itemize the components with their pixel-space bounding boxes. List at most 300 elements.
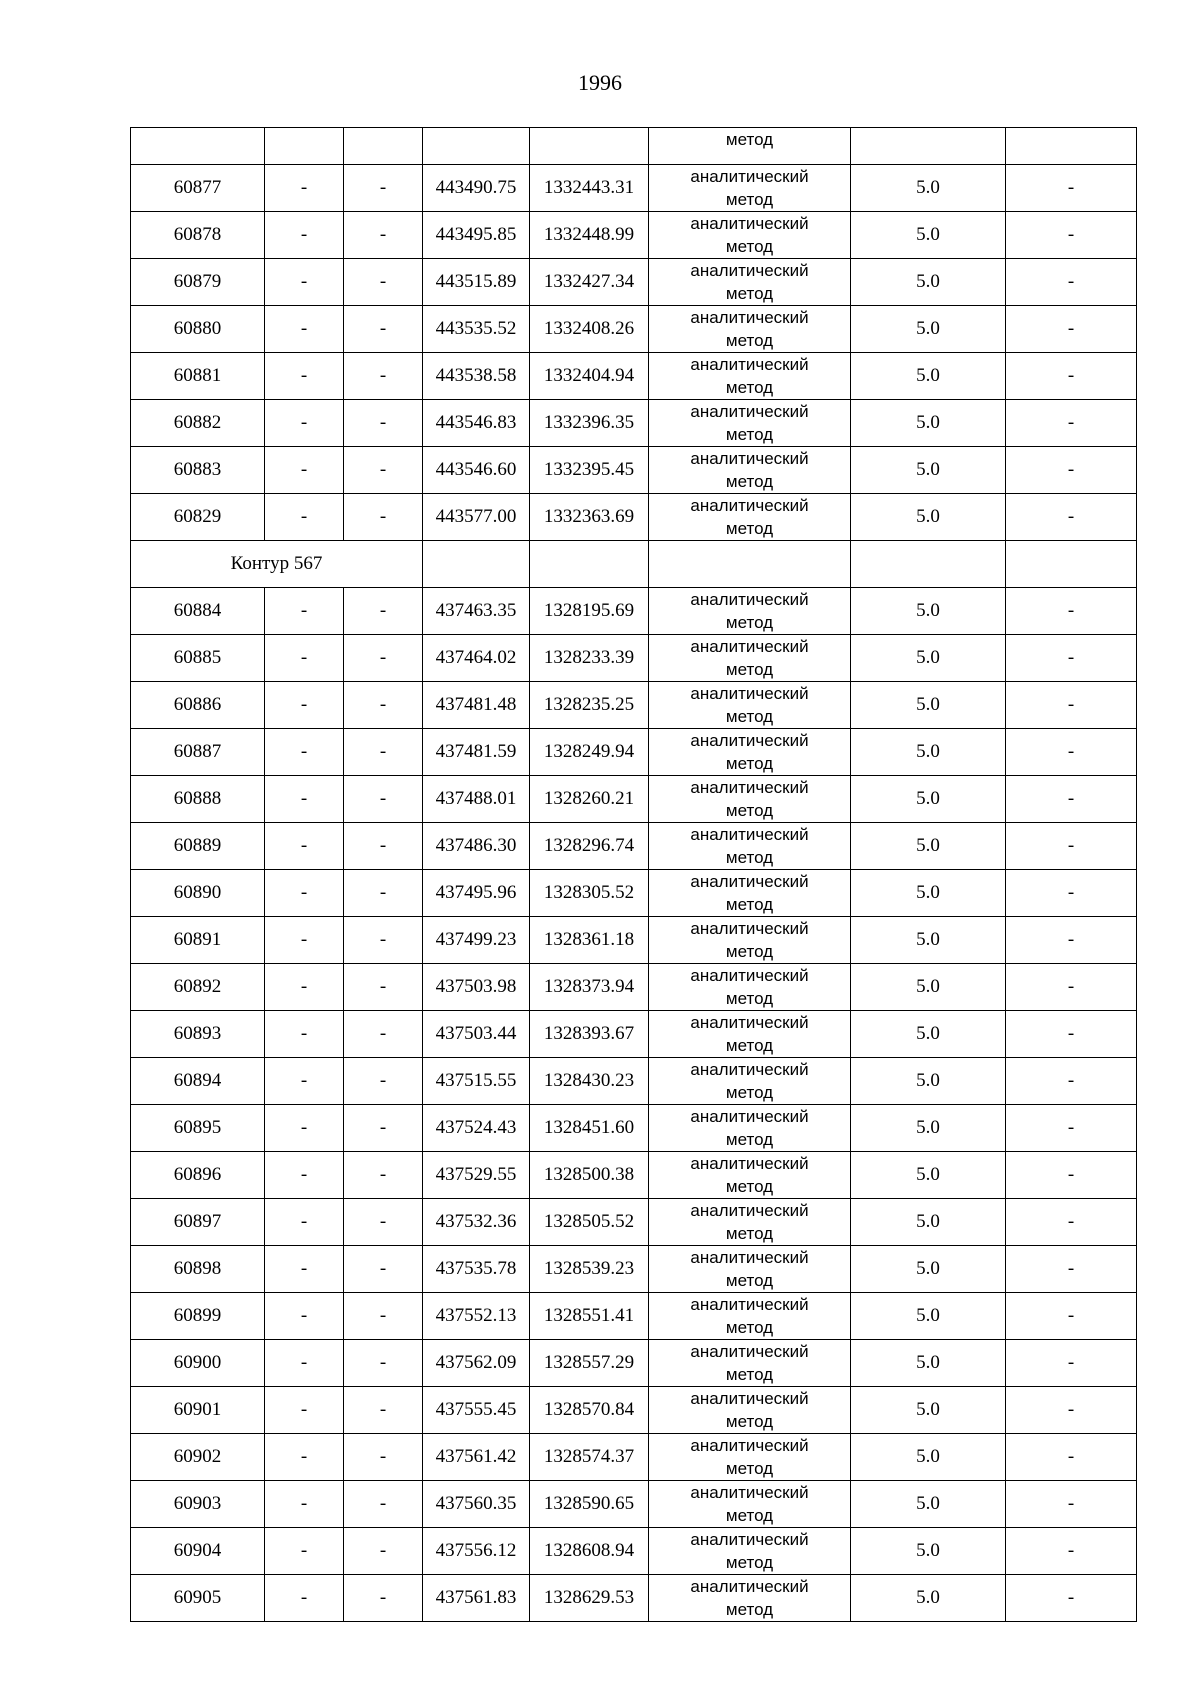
cell-method: метод — [649, 128, 851, 165]
cell-empty — [265, 128, 344, 165]
cell-precision: 5.0 — [851, 1058, 1006, 1105]
cell-x: 437529.55 — [423, 1152, 530, 1199]
cell-col8: - — [1006, 870, 1137, 917]
cell-col8: - — [1006, 306, 1137, 353]
cell-precision: 5.0 — [851, 823, 1006, 870]
cell-col2: - — [265, 447, 344, 494]
cell-col2: - — [265, 353, 344, 400]
method-word-1: аналитический — [690, 1107, 809, 1126]
cell-precision: 5.0 — [851, 776, 1006, 823]
cell-col3: - — [344, 400, 423, 447]
method-word-1: аналитический — [690, 1060, 809, 1079]
cell-point-id: 60893 — [131, 1011, 265, 1058]
cell-x: 437464.02 — [423, 635, 530, 682]
cell-y: 1328570.84 — [530, 1387, 649, 1434]
cell-point-id: 60901 — [131, 1387, 265, 1434]
cell-col8: - — [1006, 1293, 1137, 1340]
method-word-1: аналитический — [690, 214, 809, 233]
method-word-2: метод — [725, 989, 774, 1008]
cell-precision: 5.0 — [851, 1387, 1006, 1434]
cell-precision: 5.0 — [851, 1293, 1006, 1340]
cell-x: 443546.83 — [423, 400, 530, 447]
cell-precision: 5.0 — [851, 306, 1006, 353]
cell-y: 1328260.21 — [530, 776, 649, 823]
cell-point-id: 60894 — [131, 1058, 265, 1105]
cell-empty — [131, 128, 265, 165]
cell-col2: - — [265, 400, 344, 447]
cell-y: 1328305.52 — [530, 870, 649, 917]
cell-point-id: 60881 — [131, 353, 265, 400]
cell-col8: - — [1006, 1058, 1137, 1105]
cell-precision: 5.0 — [851, 635, 1006, 682]
cell-precision: 5.0 — [851, 494, 1006, 541]
cell-x: 443535.52 — [423, 306, 530, 353]
cell-col3: - — [344, 917, 423, 964]
cell-col8: - — [1006, 1481, 1137, 1528]
cell-y: 1332404.94 — [530, 353, 649, 400]
cell-method — [649, 1199, 851, 1246]
cell-precision: 5.0 — [851, 259, 1006, 306]
cell-y: 1328539.23 — [530, 1246, 649, 1293]
cell-x: 437503.98 — [423, 964, 530, 1011]
cell-empty — [851, 128, 1006, 165]
table-row — [131, 447, 1137, 494]
cell-col2: - — [265, 494, 344, 541]
cell-y: 1328608.94 — [530, 1528, 649, 1575]
table-row — [131, 306, 1137, 353]
method-word-2: метод — [725, 331, 774, 350]
method-word-1: аналитический — [690, 355, 809, 374]
method-word-1: аналитический — [690, 1530, 809, 1549]
method-word-1: аналитический — [690, 261, 809, 280]
method-word-1: аналитический — [690, 402, 809, 421]
method-word-1: аналитический — [690, 1248, 809, 1267]
cell-y: 1328557.29 — [530, 1340, 649, 1387]
table-row — [131, 588, 1137, 635]
cell-precision: 5.0 — [851, 729, 1006, 776]
cell-col2: - — [265, 964, 344, 1011]
cell-x: 437535.78 — [423, 1246, 530, 1293]
cell-method — [649, 447, 851, 494]
method-word-2: метод — [725, 895, 774, 914]
method-word-1: аналитический — [690, 1201, 809, 1220]
method-word-1: аналитический — [690, 1436, 809, 1455]
cell-col2: - — [265, 1011, 344, 1058]
cell-precision: 5.0 — [851, 1105, 1006, 1152]
cell-col3: - — [344, 212, 423, 259]
cell-method — [649, 1246, 851, 1293]
method-word-1: аналитический — [690, 449, 809, 468]
cell-method — [649, 823, 851, 870]
cell-col2: - — [265, 917, 344, 964]
cell-method — [649, 588, 851, 635]
cell-col3: - — [344, 1199, 423, 1246]
cell-col2: - — [265, 776, 344, 823]
cell-x: 443490.75 — [423, 165, 530, 212]
cell-x: 443538.58 — [423, 353, 530, 400]
cell-col8: - — [1006, 682, 1137, 729]
cell-col3: - — [344, 1481, 423, 1528]
table-row — [131, 917, 1137, 964]
cell-precision: 5.0 — [851, 1199, 1006, 1246]
cell-method — [649, 917, 851, 964]
cell-col8: - — [1006, 964, 1137, 1011]
cell-x: 437532.36 — [423, 1199, 530, 1246]
cell-col3: - — [344, 870, 423, 917]
cell-method — [649, 1387, 851, 1434]
cell-precision: 5.0 — [851, 1246, 1006, 1293]
cell-point-id: 60886 — [131, 682, 265, 729]
cell-method — [649, 259, 851, 306]
cell-col8: - — [1006, 917, 1137, 964]
cell-col3: - — [344, 823, 423, 870]
cell-method — [649, 353, 851, 400]
cell-col8: - — [1006, 1528, 1137, 1575]
method-word-2: метод — [725, 660, 774, 679]
cell-col2: - — [265, 1058, 344, 1105]
method-word-2: метод — [725, 378, 774, 397]
cell-method — [649, 1293, 851, 1340]
cell-col3: - — [344, 1246, 423, 1293]
cell-col2: - — [265, 1434, 344, 1481]
table-row — [131, 1105, 1137, 1152]
cell-y: 1328233.39 — [530, 635, 649, 682]
cell-point-id: 60904 — [131, 1528, 265, 1575]
cell-col8: - — [1006, 588, 1137, 635]
cell-method — [649, 635, 851, 682]
method-word-2: метод — [725, 1083, 774, 1102]
cell-point-id: 60900 — [131, 1340, 265, 1387]
method-word-2: метод — [725, 519, 774, 538]
cell-col2: - — [265, 682, 344, 729]
cell-y: 1328249.94 — [530, 729, 649, 776]
method-word-1: аналитический — [690, 1389, 809, 1408]
table-body — [131, 128, 1137, 1622]
cell-y: 1328505.52 — [530, 1199, 649, 1246]
table-row — [131, 212, 1137, 259]
table-row — [131, 494, 1137, 541]
cell-precision: 5.0 — [851, 400, 1006, 447]
cell-col2: - — [265, 1387, 344, 1434]
cell-x: 437503.44 — [423, 1011, 530, 1058]
cell-precision: 5.0 — [851, 1575, 1006, 1622]
cell-col3: - — [344, 1152, 423, 1199]
cell-point-id: 60880 — [131, 306, 265, 353]
cell-col8: - — [1006, 353, 1137, 400]
method-word-1: аналитический — [690, 825, 809, 844]
contour-label: Контур 567 — [131, 541, 423, 588]
cell-col3: - — [344, 165, 423, 212]
cell-y: 1328393.67 — [530, 1011, 649, 1058]
cell-y: 1332396.35 — [530, 400, 649, 447]
cell-method — [649, 776, 851, 823]
table-row — [131, 165, 1137, 212]
cell-method — [649, 400, 851, 447]
cell-col2: - — [265, 306, 344, 353]
cell-col2: - — [265, 1481, 344, 1528]
cell-empty — [423, 128, 530, 165]
cell-col2: - — [265, 1575, 344, 1622]
cell-col3: - — [344, 353, 423, 400]
cell-col3: - — [344, 1293, 423, 1340]
cell-method — [649, 306, 851, 353]
table-row — [131, 353, 1137, 400]
method-word-2: метод — [725, 1177, 774, 1196]
method-word-1: аналитический — [690, 1154, 809, 1173]
cell-col2: - — [265, 1340, 344, 1387]
cell-col3: - — [344, 776, 423, 823]
method-word-2: метод — [725, 1224, 774, 1243]
cell-precision: 5.0 — [851, 917, 1006, 964]
cell-point-id: 60877 — [131, 165, 265, 212]
method-word-1: аналитический — [690, 778, 809, 797]
cell-col3: - — [344, 635, 423, 682]
cell-col2: - — [265, 212, 344, 259]
cell-method — [649, 1528, 851, 1575]
table-row — [131, 1152, 1137, 1199]
cell-method — [649, 1575, 851, 1622]
cell-point-id: 60884 — [131, 588, 265, 635]
cell-x: 437556.12 — [423, 1528, 530, 1575]
cell-x: 437524.43 — [423, 1105, 530, 1152]
cell-x: 443495.85 — [423, 212, 530, 259]
cell-col3: - — [344, 1340, 423, 1387]
cell-col8: - — [1006, 494, 1137, 541]
cell-point-id: 60895 — [131, 1105, 265, 1152]
cell-method — [649, 1340, 851, 1387]
cell-col2: - — [265, 729, 344, 776]
cell-col2: - — [265, 588, 344, 635]
method-word-2: метод — [725, 472, 774, 491]
cell-col3: - — [344, 1387, 423, 1434]
table-row-continued — [131, 128, 1137, 165]
cell-col2: - — [265, 823, 344, 870]
method-word-2: метод — [725, 1365, 774, 1384]
cell-method — [649, 1011, 851, 1058]
cell-empty — [1006, 128, 1137, 165]
cell-point-id: 60829 — [131, 494, 265, 541]
cell-col2: - — [265, 165, 344, 212]
page-number: 1996 — [578, 70, 622, 95]
method-word-1: аналитический — [690, 590, 809, 609]
cell-x: 437495.96 — [423, 870, 530, 917]
method-word-2: метод — [725, 613, 774, 632]
cell-precision: 5.0 — [851, 165, 1006, 212]
method-word-2: метод — [725, 425, 774, 444]
cell-y: 1328574.37 — [530, 1434, 649, 1481]
method-word-2: метод — [725, 1412, 774, 1431]
cell-col2: - — [265, 1528, 344, 1575]
cell-precision: 5.0 — [851, 1340, 1006, 1387]
cell-col3: - — [344, 259, 423, 306]
table-row — [131, 729, 1137, 776]
table-row — [131, 1387, 1137, 1434]
cell-col8: - — [1006, 1152, 1137, 1199]
cell-y: 1328500.38 — [530, 1152, 649, 1199]
cell-x: 437555.45 — [423, 1387, 530, 1434]
method-word-1: аналитический — [690, 872, 809, 891]
cell-x: 443515.89 — [423, 259, 530, 306]
cell-col8: - — [1006, 1199, 1137, 1246]
cell-y: 1328361.18 — [530, 917, 649, 964]
cell-col8: - — [1006, 1105, 1137, 1152]
method-word-2: метод — [725, 1600, 774, 1619]
cell-col8: - — [1006, 447, 1137, 494]
cell-empty — [1006, 541, 1137, 588]
cell-x: 437552.13 — [423, 1293, 530, 1340]
cell-precision: 5.0 — [851, 1011, 1006, 1058]
cell-col3: - — [344, 1105, 423, 1152]
cell-x: 443577.00 — [423, 494, 530, 541]
method-word-2: метод — [725, 1318, 774, 1337]
cell-method — [649, 212, 851, 259]
cell-col8: - — [1006, 1434, 1137, 1481]
cell-col8: - — [1006, 1575, 1137, 1622]
cell-method — [649, 165, 851, 212]
method-word-1: аналитический — [690, 1342, 809, 1361]
cell-col3: - — [344, 964, 423, 1011]
cell-point-id: 60882 — [131, 400, 265, 447]
cell-point-id: 60878 — [131, 212, 265, 259]
cell-point-id: 60885 — [131, 635, 265, 682]
cell-point-id: 60888 — [131, 776, 265, 823]
cell-col3: - — [344, 447, 423, 494]
cell-point-id: 60891 — [131, 917, 265, 964]
cell-method — [649, 1434, 851, 1481]
method-word-2: метод — [725, 1130, 774, 1149]
method-word-1: аналитический — [690, 496, 809, 515]
cell-y: 1332443.31 — [530, 165, 649, 212]
cell-point-id: 60899 — [131, 1293, 265, 1340]
cell-y: 1328296.74 — [530, 823, 649, 870]
cell-x: 437515.55 — [423, 1058, 530, 1105]
cell-col8: - — [1006, 776, 1137, 823]
cell-x: 437561.42 — [423, 1434, 530, 1481]
cell-method — [649, 870, 851, 917]
cell-method — [649, 729, 851, 776]
cell-col8: - — [1006, 259, 1137, 306]
table-row — [131, 1246, 1137, 1293]
cell-method — [649, 1058, 851, 1105]
cell-point-id: 60879 — [131, 259, 265, 306]
cell-y: 1328235.25 — [530, 682, 649, 729]
cell-method — [649, 494, 851, 541]
cell-col2: - — [265, 1246, 344, 1293]
cell-point-id: 60905 — [131, 1575, 265, 1622]
method-word-2: метод — [725, 942, 774, 961]
cell-col2: - — [265, 870, 344, 917]
cell-point-id: 60892 — [131, 964, 265, 1011]
cell-col8: - — [1006, 1246, 1137, 1293]
method-word-2: метод — [725, 190, 774, 209]
method-word-2: метод — [725, 1271, 774, 1290]
cell-x: 437486.30 — [423, 823, 530, 870]
cell-precision: 5.0 — [851, 682, 1006, 729]
cell-empty — [649, 541, 851, 588]
method-word-1: аналитический — [690, 966, 809, 985]
table-row — [131, 259, 1137, 306]
cell-precision: 5.0 — [851, 1481, 1006, 1528]
cell-y: 1328629.53 — [530, 1575, 649, 1622]
table-row — [131, 400, 1137, 447]
cell-x: 437561.83 — [423, 1575, 530, 1622]
method-word-2: метод — [725, 284, 774, 303]
cell-x: 443546.60 — [423, 447, 530, 494]
cell-col2: - — [265, 1199, 344, 1246]
cell-empty — [530, 128, 649, 165]
cell-col8: - — [1006, 212, 1137, 259]
cell-precision: 5.0 — [851, 964, 1006, 1011]
cell-x: 437562.09 — [423, 1340, 530, 1387]
cell-col8: - — [1006, 165, 1137, 212]
cell-precision: 5.0 — [851, 353, 1006, 400]
cell-method — [649, 964, 851, 1011]
cell-y: 1328451.60 — [530, 1105, 649, 1152]
table-row — [131, 1293, 1137, 1340]
cell-precision: 5.0 — [851, 447, 1006, 494]
cell-precision: 5.0 — [851, 1152, 1006, 1199]
cell-empty — [423, 541, 530, 588]
cell-y: 1332363.69 — [530, 494, 649, 541]
cell-y: 1328430.23 — [530, 1058, 649, 1105]
cell-y: 1332408.26 — [530, 306, 649, 353]
cell-point-id: 60896 — [131, 1152, 265, 1199]
table-row — [131, 1434, 1137, 1481]
method-word-1: аналитический — [690, 684, 809, 703]
cell-point-id: 60897 — [131, 1199, 265, 1246]
cell-point-id: 60890 — [131, 870, 265, 917]
method-word-2: метод — [725, 1506, 774, 1525]
cell-col8: - — [1006, 1340, 1137, 1387]
cell-x: 437481.48 — [423, 682, 530, 729]
method-word-2: метод — [725, 801, 774, 820]
table-row — [131, 1481, 1137, 1528]
cell-method — [649, 682, 851, 729]
cell-point-id: 60883 — [131, 447, 265, 494]
table-row — [131, 635, 1137, 682]
cell-point-id: 60889 — [131, 823, 265, 870]
method-word-1: аналитический — [690, 637, 809, 656]
cell-point-id: 60902 — [131, 1434, 265, 1481]
cell-col8: - — [1006, 823, 1137, 870]
cell-precision: 5.0 — [851, 1434, 1006, 1481]
cell-col8: - — [1006, 400, 1137, 447]
cell-empty — [530, 541, 649, 588]
method-word-1: аналитический — [690, 1295, 809, 1314]
cell-col3: - — [344, 1575, 423, 1622]
method-word-2: метод — [725, 707, 774, 726]
coordinates-table — [130, 127, 1137, 1622]
cell-precision: 5.0 — [851, 588, 1006, 635]
table-row — [131, 1528, 1137, 1575]
cell-x: 437481.59 — [423, 729, 530, 776]
cell-x: 437560.35 — [423, 1481, 530, 1528]
cell-point-id: 60903 — [131, 1481, 265, 1528]
method-word-1: аналитический — [690, 167, 809, 186]
table-row — [131, 776, 1137, 823]
cell-point-id: 60887 — [131, 729, 265, 776]
table-row — [131, 1199, 1137, 1246]
table-row — [131, 870, 1137, 917]
method-word-2: метод — [725, 754, 774, 773]
cell-col3: - — [344, 494, 423, 541]
cell-col8: - — [1006, 1011, 1137, 1058]
cell-col8: - — [1006, 729, 1137, 776]
method-word-2: метод — [725, 1459, 774, 1478]
cell-col2: - — [265, 1152, 344, 1199]
cell-y: 1328590.65 — [530, 1481, 649, 1528]
cell-empty — [851, 541, 1006, 588]
